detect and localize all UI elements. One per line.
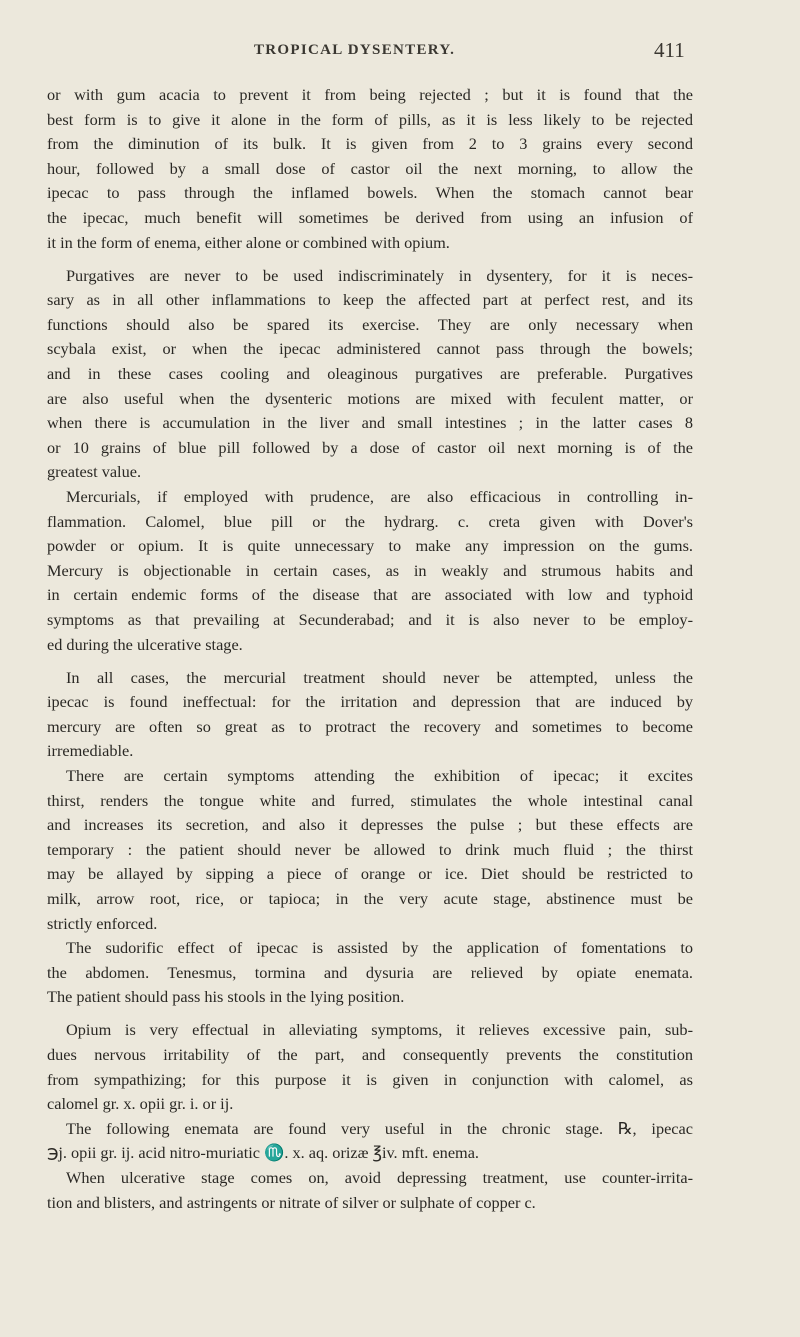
text-line: sary as in all other inflammations to keep the affected part at perfect rest, and its <box>47 290 693 310</box>
paragraph <box>47 764 693 936</box>
text-line: may be allayed by sipping a piece of orange or ice. Diet should be restricted to <box>47 864 693 884</box>
page-number: 411 <box>654 38 685 62</box>
paragraph <box>47 264 693 485</box>
paragraph <box>47 1166 693 1215</box>
text-line: are also useful when the dysenteric motions are mixed with feculent matter, or <box>47 388 693 408</box>
paragraph <box>47 83 693 255</box>
text-line: ipecac is found ineffectual: for the irritation and depression that are induced by <box>47 692 693 712</box>
text-line: from sympathizing; for this purpose it is given in conjunction with calomel, as <box>47 1069 693 1089</box>
text-line: greatest value. <box>47 462 142 482</box>
text-line: ℈j. opii gr. ij. acid nitro-muriatic ♏. x. aq. orizæ ℥iv. mft. enema. <box>47 1143 480 1163</box>
text-line: When ulcerative stage comes on, avoid depressing treatment, use counter-irrita- <box>66 1168 693 1188</box>
text-line: ipecac to pass through the inflamed bowels. When the stomach cannot bear <box>47 183 693 203</box>
text-line: strictly enforced. <box>47 913 158 933</box>
paragraph <box>47 485 693 657</box>
text-line: The following enemata are found very useful in the chronic stage. ℞, ipecac <box>66 1118 693 1138</box>
text-line: ed during the ulcerative stage. <box>47 634 243 654</box>
text-line: The patient should pass his stools in the lying position. <box>47 987 405 1007</box>
text-line: when there is accumulation in the liver and small intestines ; in the latter cases 8 <box>47 413 693 433</box>
text-line: or with gum acacia to prevent it from being rejected ; but it is found that the <box>47 85 693 104</box>
text-line: and increases its secretion, and also it depresses the pulse ; but these effects are <box>47 815 693 835</box>
text-line: Mercury is objectionable in certain cases, as in weakly and strumous habits and <box>47 560 693 580</box>
text-line: or 10 grains of blue pill followed by a dose of castor oil next morning is of the <box>47 437 693 457</box>
paragraph <box>47 1018 693 1116</box>
text-line: irremediable. <box>47 741 134 761</box>
paragraph <box>47 666 693 764</box>
text-line: it in the form of enema, either alone or combined with opium. <box>47 232 450 252</box>
text-line: powder or opium. It is quite unnecessary to make any impression on the gums. <box>47 536 693 556</box>
text-line: and in these cases cooling and oleaginous purgatives are preferable. Purgatives <box>47 364 693 384</box>
paragraph <box>47 936 693 1010</box>
text-line: Mercurials, if employed with prudence, are also efficacious in controlling in- <box>66 487 693 506</box>
text-line: scybala exist, or when the ipecac administered cannot pass through the bowels; <box>47 339 693 359</box>
running-title: TROPICAL DYSENTERY. <box>254 42 456 58</box>
paragraph <box>47 1117 693 1166</box>
text-line: mercury are often so great as to protract the recovery and sometimes to become <box>47 716 693 736</box>
text-line: dues nervous irritability of the part, and consequently prevents the constitution <box>47 1045 693 1065</box>
text-line: In all cases, the mercurial treatment should never be attempted, unless the <box>66 667 693 687</box>
text-line: The sudorific effect of ipecac is assisted by the application of fomentations to <box>66 938 693 958</box>
text-line: thirst, renders the tongue white and furred, stimulates the whole intestinal canal <box>47 790 693 810</box>
text-line: flammation. Calomel, blue pill or the hydrarg. c. creta given with Dover's <box>47 511 693 531</box>
text-line: in certain endemic forms of the disease that are associated with low and typhoid <box>47 585 693 605</box>
text-line: from the diminution of its bulk. It is given from 2 to 3 grains every second <box>47 134 693 154</box>
body-text <box>47 83 693 1215</box>
text-line: the abdomen. Tenesmus, tormina and dysuria are relieved by opiate enemata. <box>47 962 693 982</box>
page-header <box>0 38 800 64</box>
text-line: calomel gr. x. opii gr. i. or ij. <box>47 1094 234 1114</box>
text-line: symptoms as that prevailing at Secunderabad; and it is also never to be employ- <box>47 609 693 629</box>
text-line: Opium is very effectual in alleviating symptoms, it relieves excessive pain, sub- <box>66 1020 693 1040</box>
text-line: Purgatives are never to be used indiscriminately in dysentery, for it is neces- <box>66 265 693 285</box>
text-line: tion and blisters, and astringents or nitrate of silver or sulphate of copper c. <box>47 1192 536 1212</box>
text-line: the ipecac, much benefit will sometimes be derived from using an infusion of <box>47 207 693 227</box>
text-line: hour, followed by a small dose of castor oil the next morning, to allow the <box>47 158 693 178</box>
text-line: temporary : the patient should never be allowed to drink much fluid ; the thirst <box>47 839 693 859</box>
text-line: There are certain symptoms attending the exhibition of ipecac; it excites <box>66 766 693 786</box>
text-line: best form is to give it alone in the form of pills, as it is less likely to be rejected <box>47 109 693 129</box>
text-line: milk, arrow root, rice, or tapioca; in the very acute stage, abstinence must be <box>47 889 693 908</box>
text-line: functions should also be spared its exercise. They are only necessary when <box>47 314 693 334</box>
